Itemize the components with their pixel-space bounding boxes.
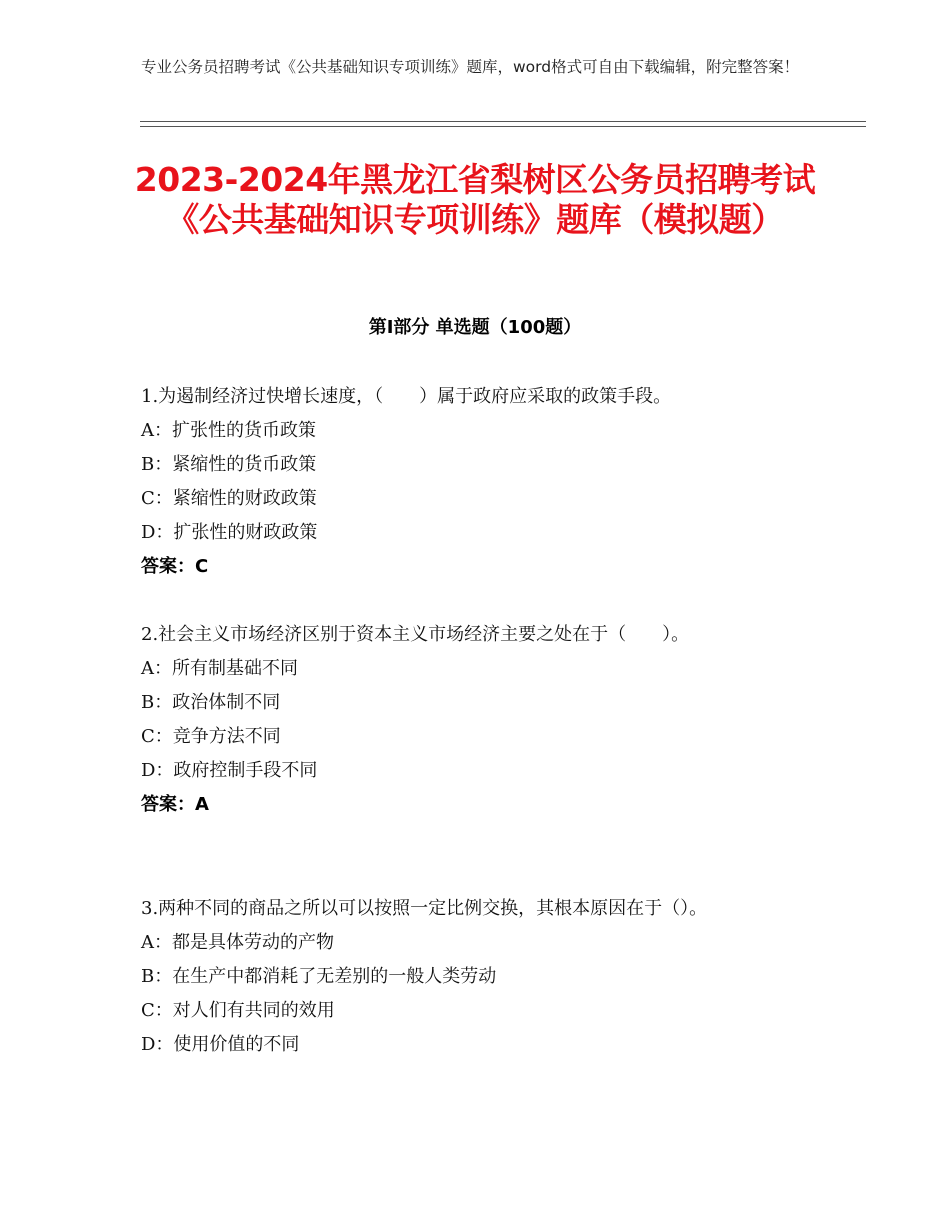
question-1 xyxy=(141,380,806,584)
option-a: A：所有制基础不同 xyxy=(141,658,298,679)
option-d: D：使用价值的不同 xyxy=(141,1034,300,1055)
question-stem: 1.为遏制经济过快增长速度，（ ）属于政府应采取的政策手段。 xyxy=(141,386,672,407)
option-b: B：紧缩性的货币政策 xyxy=(141,454,317,475)
question-stem: 3.两种不同的商品之所以可以按照一定比例交换，其根本原因在于（）。 xyxy=(141,898,708,919)
option-c: C：竞争方法不同 xyxy=(141,726,281,747)
answer-label: 答案：C xyxy=(141,556,209,577)
header-divider xyxy=(140,121,866,127)
question-3 xyxy=(141,892,806,1062)
option-b: B：政治体制不同 xyxy=(141,692,281,713)
section-title: 第Ⅰ部分 单选题（100题） xyxy=(368,317,582,338)
option-a: A：都是具体劳动的产物 xyxy=(141,932,334,953)
option-c: C：对人们有共同的效用 xyxy=(141,1000,335,1021)
option-b: B：在生产中都消耗了无差别的一般人类劳动 xyxy=(141,966,497,987)
header-note: 专业公务员招聘考试《公共基础知识专项训练》题库，word格式可自由下载编辑，附完整答案！ xyxy=(141,58,800,76)
question-2 xyxy=(141,618,806,822)
option-d: D：扩张性的财政政策 xyxy=(141,522,318,543)
option-d: D：政府控制手段不同 xyxy=(141,760,318,781)
option-c: C：紧缩性的财政政策 xyxy=(141,488,317,509)
option-a: A：扩张性的货币政策 xyxy=(141,420,316,441)
answer-label: 答案：A xyxy=(141,794,209,815)
document-title: 2023-2024年黑龙江省梨树区公务员招聘考试《公共基础知识专项训练》题库（模拟题） xyxy=(134,160,816,239)
question-stem: 2.社会主义市场经济区别于资本主义市场经济主要之处在于（ ）。 xyxy=(141,624,690,645)
